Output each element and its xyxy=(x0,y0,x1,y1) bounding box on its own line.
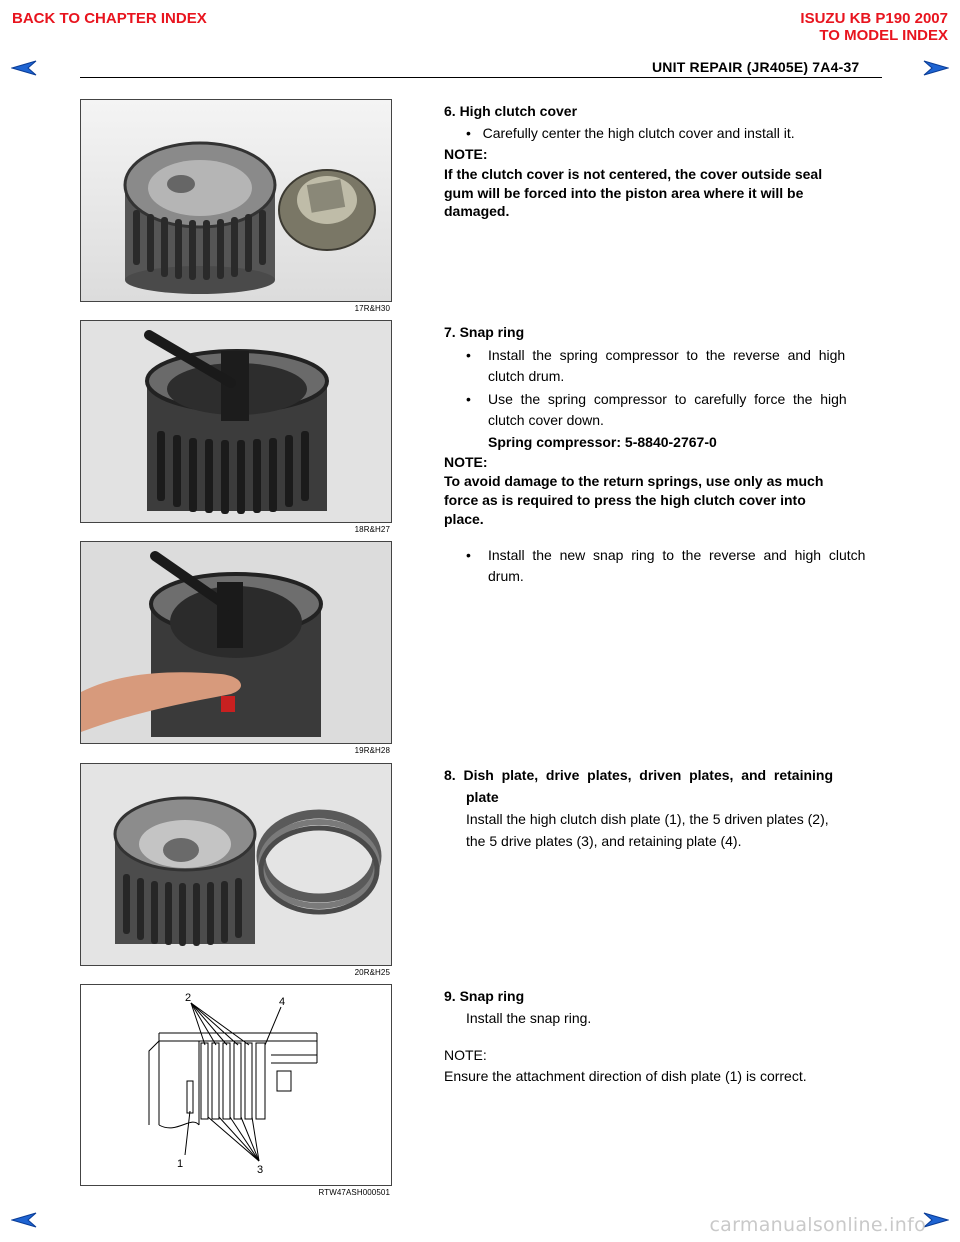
step-8-title-line-2: plate xyxy=(466,789,499,805)
step-7-note-label: NOTE: xyxy=(444,454,488,470)
step-6-note-line-1: If the clutch cover is not centered, the cover outside seal xyxy=(444,166,823,182)
figure-plate-diagram xyxy=(80,984,392,1186)
step-7-bullet-3-line-1: Install the new snap ring to the reverse and high clutch xyxy=(488,547,866,563)
step-7-bullet-3-line-2: drum. xyxy=(488,568,524,584)
figure-caption-5: RTW47ASH000501 xyxy=(318,1188,390,1197)
figure-caption-1: 17R&H30 xyxy=(354,304,390,313)
step-7-title: 7. Snap ring xyxy=(444,324,525,340)
footer-watermark: carmanualsonline.info xyxy=(709,1214,926,1236)
step-6-title: 6. High clutch cover xyxy=(444,103,578,119)
step-6-note-label: NOTE: xyxy=(444,146,488,162)
figure-caption-2: 18R&H27 xyxy=(354,525,390,534)
step-7-note-line-1: To avoid damage to the return springs, use only as much xyxy=(444,473,824,489)
figure-caption-4: 20R&H25 xyxy=(354,968,390,977)
footer-previous-page-arrow-icon[interactable] xyxy=(11,1212,37,1228)
diagram-label-4: 4 xyxy=(279,996,286,1008)
step-6-note-line-2: gum will be forced into the piston area where it will be xyxy=(444,185,804,201)
bullet-dot-icon: • xyxy=(466,547,471,563)
figure-snap-ring-install-photo xyxy=(80,541,392,744)
step-9-note-label: NOTE: xyxy=(444,1047,487,1063)
figure-caption-3: 19R&H28 xyxy=(354,746,390,755)
previous-page-arrow-icon[interactable] xyxy=(11,60,37,76)
step-7-bullet-1 xyxy=(466,345,471,366)
header-rule xyxy=(80,77,882,78)
step-8-title-line-1: 8. Dish plate, drive plates, driven plates, and retaining xyxy=(444,767,833,783)
diagram-label-2: 2 xyxy=(185,992,192,1004)
figure-high-clutch-cover-photo xyxy=(80,99,392,302)
step-9-body: Install the snap ring. xyxy=(466,1010,592,1026)
figure-plates-photo xyxy=(80,763,392,966)
diagram-label-1: 1 xyxy=(177,1158,184,1170)
page-header-title: UNIT REPAIR (JR405E) 7A4-37 xyxy=(652,59,860,75)
step-8-body-line-1: Install the high clutch dish plate (1), the 5 driven plates (2), xyxy=(466,811,829,827)
diagram-label-3: 3 xyxy=(257,1164,264,1176)
next-page-arrow-icon[interactable] xyxy=(923,60,949,76)
bullet-dot-icon: • xyxy=(466,125,471,141)
step-7-bullet-3 xyxy=(466,545,471,566)
model-nav xyxy=(800,10,948,44)
step-7-bullet-1-line-1: Install the spring compressor to the reverse and high xyxy=(488,347,846,363)
footer-next-page-arrow-icon[interactable] xyxy=(923,1212,949,1228)
step-6-note-line-3: damaged. xyxy=(444,203,510,219)
bullet-text: Carefully center the high clutch cover and install it. xyxy=(482,125,795,141)
step-7-bullet-2-line-2: clutch cover down. xyxy=(488,412,604,428)
back-to-chapter-index-link[interactable]: BACK TO CHAPTER INDEX xyxy=(12,10,207,27)
step-7-note-line-2: force as is required to press the high clutch cover into xyxy=(444,492,806,508)
step-7-note-line-3: place. xyxy=(444,511,484,527)
step-7-bullet-2-line-1: Use the spring compressor to carefully force the high xyxy=(488,391,847,407)
step-8-body-line-2: the 5 drive plates (3), and retaining plate (4). xyxy=(466,833,742,849)
step-7-bullet-2 xyxy=(466,389,471,410)
bullet-dot-icon: • xyxy=(466,347,471,363)
figure-spring-compressor-photo xyxy=(80,320,392,523)
step-6-bullet-1 xyxy=(466,123,795,144)
bullet-dot-icon: • xyxy=(466,391,471,407)
step-9-note-body: Ensure the attachment direction of dish plate (1) is correct. xyxy=(444,1068,807,1084)
step-7-bullet-1-line-2: clutch drum. xyxy=(488,368,565,384)
to-model-index-link[interactable]: TO MODEL INDEX xyxy=(819,27,948,44)
model-title-link[interactable]: ISUZU KB P190 2007 xyxy=(800,10,948,27)
step-9-title: 9. Snap ring xyxy=(444,988,525,1004)
step-7-tool: Spring compressor: 5-8840-2767-0 xyxy=(488,434,717,450)
